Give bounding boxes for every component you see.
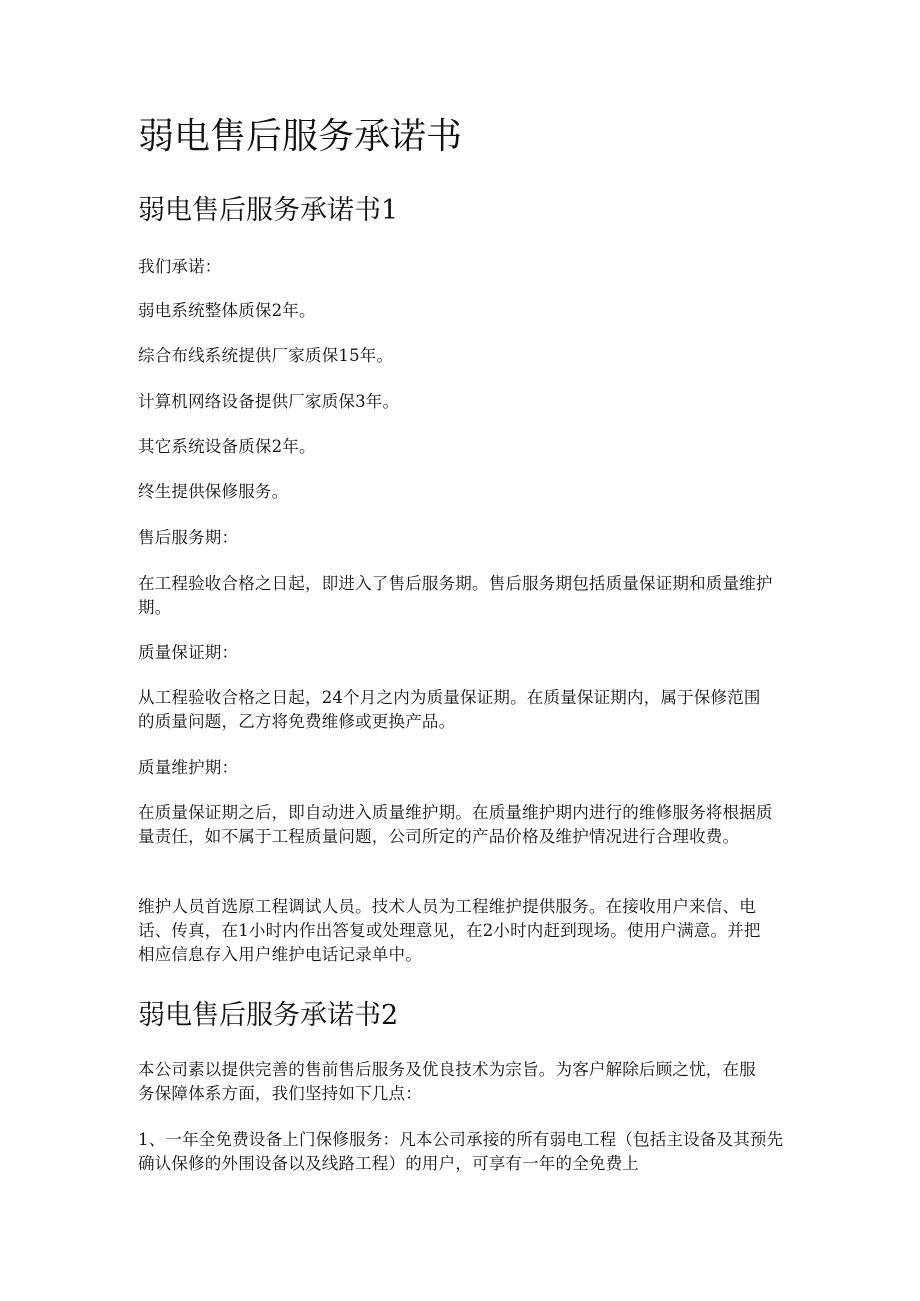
paragraph: 从工程验收合格之日起，24个月之内为质量保证期。在质量保证期内，属于保修范围的质量问题，乙方将免费维修或更换产品。 <box>138 688 761 731</box>
paragraph: 终生提供保修服务。 <box>138 482 289 501</box>
paragraph: 维护人员首选原工程调试人员。技术人员为工程维护提供服务。在接收用户来信、电话、传真，在1小时内作出答复或处理意见，在2小时内赶到现场。使用户满意。并把相应信息存入用户维护电话记录单中。 <box>138 897 761 964</box>
paragraph: 计算机网络设备提供厂家质保3年。 <box>138 392 400 411</box>
section-1-heading: 弱电售后服务承诺书1 <box>138 195 399 226</box>
paragraph: 在质量保证期之后，即自动进入质量维护期。在质量维护期内进行的维修服务将根据质量责任，如不属于工程质量问题，公司所定的产品价格及维护情况进行合理收费。 <box>138 803 773 846</box>
paragraph: 质量保证期： <box>138 643 239 662</box>
paragraph: 质量维护期： <box>138 758 239 777</box>
paragraph: 我们承诺： <box>138 257 222 276</box>
paragraph: 在工程验收合格之日起，即进入了售后服务期。售后服务期包括质量保证期和质量维护期。 <box>138 574 773 617</box>
paragraph: 售后服务期： <box>138 528 239 547</box>
paragraph: 其它系统设备质保2年。 <box>138 437 316 456</box>
paragraph: 1、一年全免费设备上门保修服务：凡本公司承接的所有弱电工程（包括主设备及其预先确认保修的外围设备以及线路工程）的用户，可享有一年的全免费上 <box>138 1130 784 1173</box>
paragraph: 弱电系统整体质保2年。 <box>138 301 316 320</box>
paragraph: 综合布线系统提供厂家质保15年。 <box>138 346 394 365</box>
document-title: 弱电售后服务承诺书 <box>138 116 463 157</box>
paragraph: 本公司素以提供完善的售前售后服务及优良技术为宗旨。为客户解除后顾之忧，在服务保障体系方面，我们坚持如下几点： <box>138 1060 756 1103</box>
section-2-heading: 弱电售后服务承诺书2 <box>138 1000 399 1031</box>
